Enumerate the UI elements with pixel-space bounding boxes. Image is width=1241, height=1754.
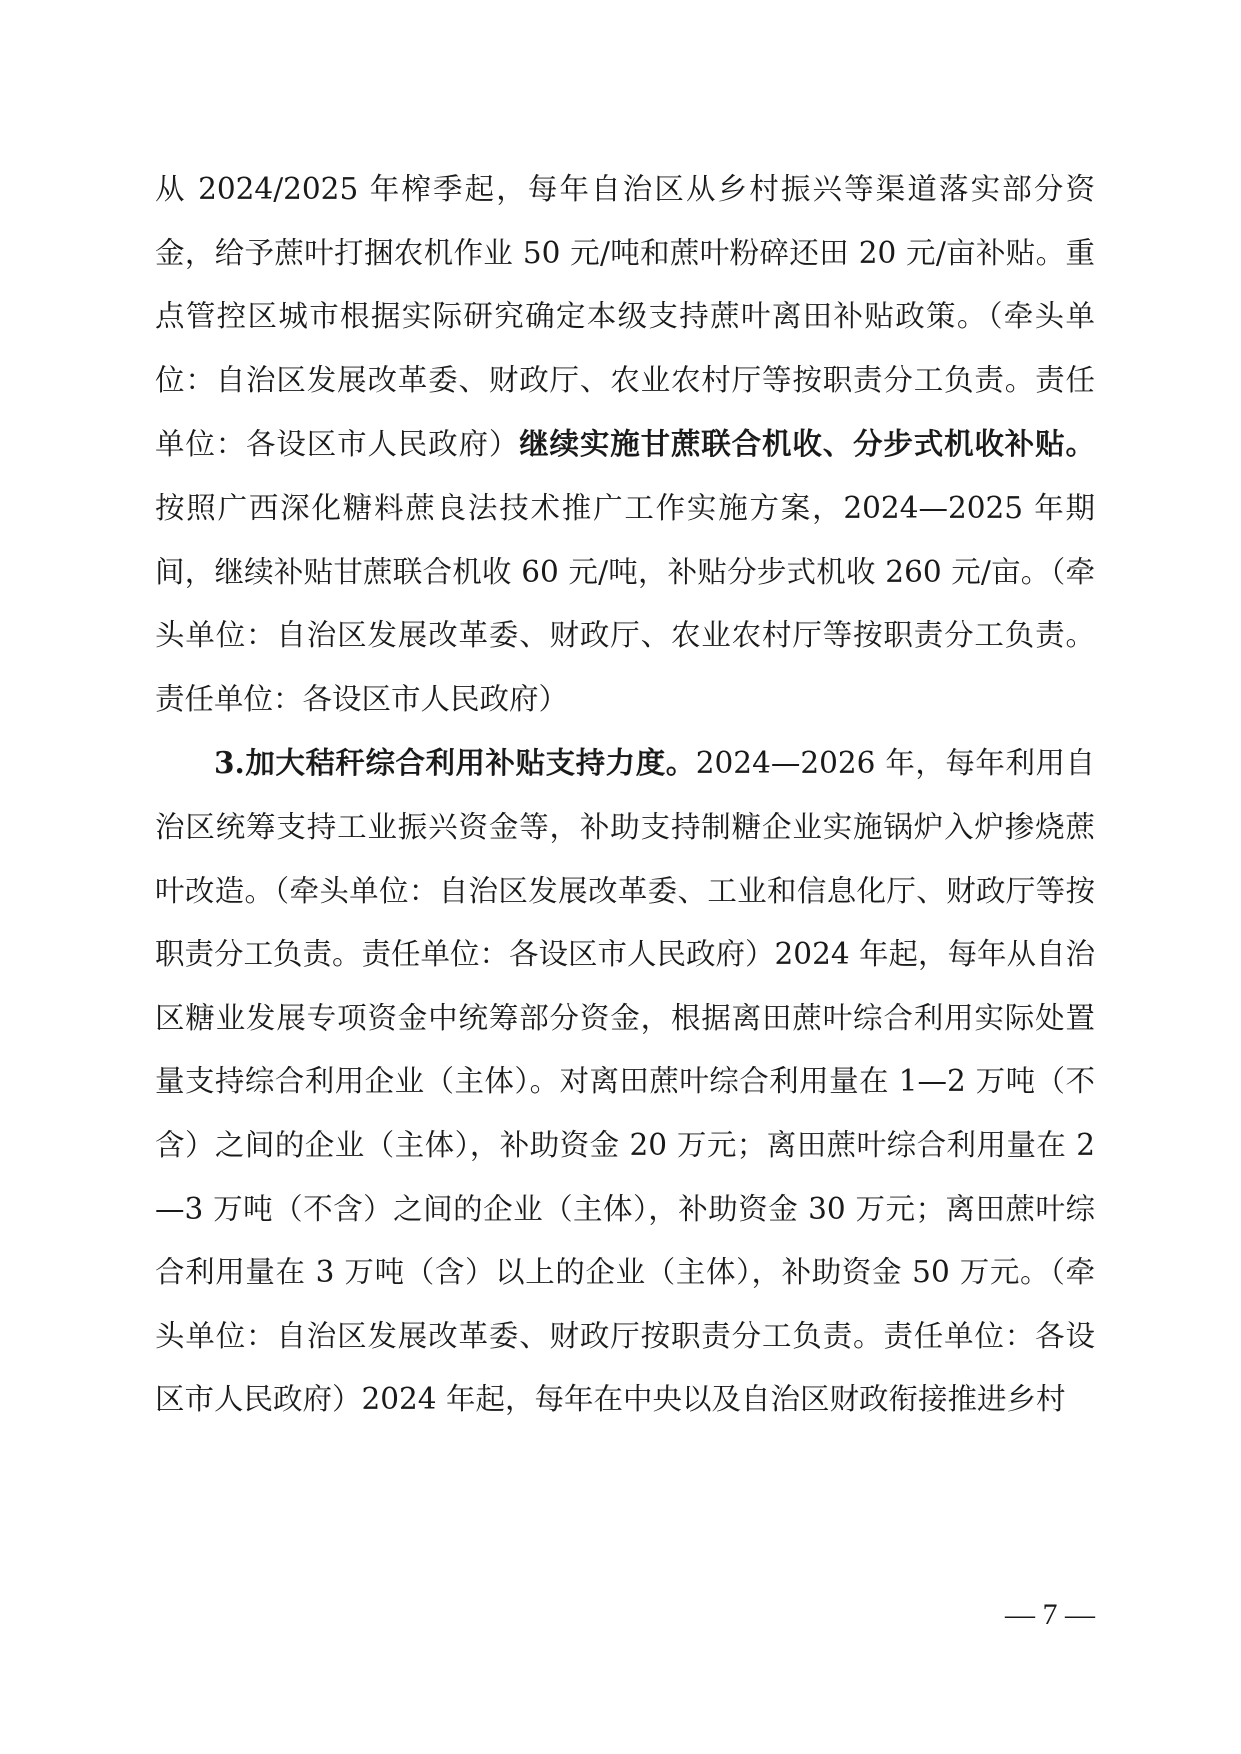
paragraph-text: 从 2024/2025 年榨季起，每年自治区从乡村振兴等渠道落实部分资金，给予蔗叶打捆农机作业 50 元/吨和蔗叶粉碎还田 20 元/亩补贴。重点管控区城市根据实际研究确定本级支持蔗叶离田补贴政策。（牵头单位：自治区发展改革委、财政厅、农业农村厅等按职责分工负责。责任单位：各设区市人民政府） [155,172,1095,462]
paragraph-text: 2024—2026 年，每年利用自治区统筹支持工业振兴资金等，补助支持制糖企业实施锅炉入炉掺烧蔗叶改造。（牵头单位：自治区发展改革委、工业和信息化厅、财政厅等按职责分工负责。责任单位：各设区市人民政府）2024 年起，每年从自治区糖业发展专项资金中统筹部分资金，根据离田蔗叶综合利用实际处置量支持综合利用企业（主体）。对离田蔗叶综合利用量在 1—2 万吨（不含）之间的企业（主体），补助资金 20 万元；离田蔗叶综合利用量在 2—3 万吨（不含）之间的企业（主体），补助资金 30 万元；离田蔗叶综合利用量在 3 万吨（含）以上的企业（主体），补助资金 50 万元。（牵头单位：自治区发展改革委、财政厅按职责分工负责。责任单位：各设区市人民政府）2024 年起，每年在中央以及自治区财政衔接推进乡村 [155,746,1095,1417]
paragraph-text: 按照广西深化糖料蔗良法技术推广工作实施方案，2024—2025 年期间，继续补贴甘蔗联合机收 60 元/吨，补贴分步式机收 260 元/亩。（牵头单位：自治区发展改革委、财政厅、农业农村厅等按职责分工负责。责任单位：各设区市人民政府） [155,490,1095,716]
section-heading: 继续实施甘蔗联合机收、分步式机收补贴。 [519,426,1095,462]
section-heading: 3.加大秸秆综合利用补贴支持力度。 [214,745,696,781]
paragraph [155,731,1095,1432]
page-number: — 7 — [1005,1598,1095,1631]
body-text [155,158,1095,1432]
paragraph [155,158,1095,731]
